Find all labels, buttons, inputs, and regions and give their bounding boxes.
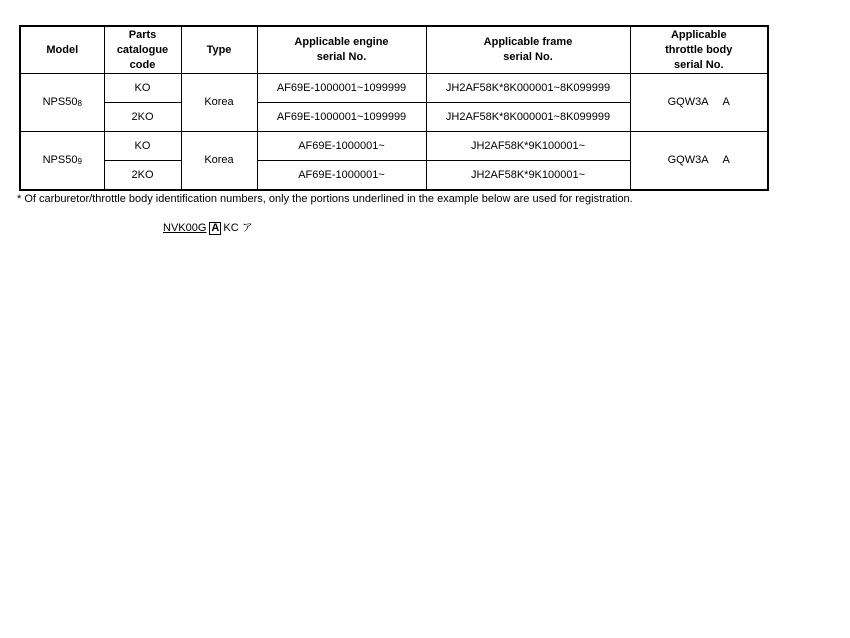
engine-serial-cell: AF69E-1000001~ xyxy=(257,132,426,161)
model-year-subscript: 9 xyxy=(77,156,82,166)
engine-serial-cell: AF69E-1000001~ xyxy=(257,161,426,191)
type-cell: Korea xyxy=(181,74,257,132)
frame-serial-cell: JH2AF58K*8K000001~8K099999 xyxy=(426,74,630,103)
type-cell: Korea xyxy=(181,132,257,191)
engine-serial-cell: AF69E-1000001~1099999 xyxy=(257,103,426,132)
header-type: Type xyxy=(181,26,257,74)
throttle-serial-cell: GQW3A A xyxy=(630,132,768,191)
frame-serial-cell: JH2AF58K*9K100001~ xyxy=(426,161,630,191)
serial-number-table xyxy=(19,25,769,191)
header-engine-serial: Applicable engine serial No. xyxy=(257,26,426,74)
remaining-portion: KC ア xyxy=(223,222,253,234)
frame-serial-cell: JH2AF58K*9K100001~ xyxy=(426,132,630,161)
model-year-subscript: 8 xyxy=(77,98,82,108)
boxed-letter: A xyxy=(211,222,220,234)
parts-code-cell: 2KO xyxy=(104,161,181,191)
table-header-row xyxy=(20,26,768,74)
identification-number-example xyxy=(163,219,253,235)
throttle-serial-cell: GQW3A A xyxy=(630,74,768,132)
header-parts-catalogue-code: Parts catalogue code xyxy=(104,26,181,74)
parts-code-cell: KO xyxy=(104,132,181,161)
parts-code-cell: KO xyxy=(104,74,181,103)
table-row xyxy=(20,132,768,161)
frame-serial-cell: JH2AF58K*8K000001~8K099999 xyxy=(426,103,630,132)
model-cell: NPS509 xyxy=(20,132,104,191)
engine-serial-cell: AF69E-1000001~1099999 xyxy=(257,74,426,103)
underlined-portion: NVK00G xyxy=(163,222,207,234)
header-model: Model xyxy=(20,26,104,74)
model-cell: NPS508 xyxy=(20,74,104,132)
header-throttle-serial: Applicable throttle body serial No. xyxy=(630,26,768,74)
header-frame-serial: Applicable frame serial No. xyxy=(426,26,630,74)
registration-footnote: * Of carburetor/throttle body identification numbers, only the portions underlined in the example below are used for registration. xyxy=(17,193,633,205)
table-row xyxy=(20,74,768,103)
parts-code-cell: 2KO xyxy=(104,103,181,132)
